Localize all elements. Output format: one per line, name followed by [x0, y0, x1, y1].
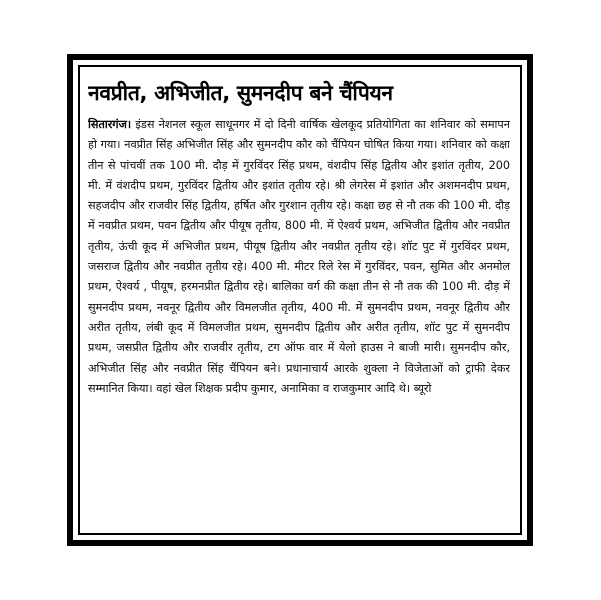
clipping-frame: [67, 54, 533, 546]
clipping-mat: [73, 60, 527, 540]
headline: नवप्रीत, अभिजीत, सुमनदीप बने चैंपियन: [88, 81, 393, 105]
clipping-border: [78, 65, 522, 535]
article-body: [88, 115, 510, 399]
dateline: सितारगंज।: [88, 118, 132, 131]
article-text: इंडस नेशनल स्कूल साधूनगर में दो दिनी वार्षिक खेलकूद प्रतियोगिता का शनिवार को समापन हो गया। नवप्रीत सिंह अभिजीत सिंह और सुमनदीप कौर को चैंपियन घोषित किया गया। शनिवार को कक्षा तीन से पांचवीं तक 100 मी. दौड़ में गुरविंदर सिंह प्रथम, वंशदीप सिंह द्वितीय और इशांत तृतीय, 200 मी. में वंशदीप प्रथम, गुरविंदर द्वितीय और इशांत तृतीय रहे। श्री लेगरेस में इशांत और अशमनदीप प्रथम, सहजदीप और राजवीर सिंह द्वितीय, हर्षित और गुरशान तृतीय रहे। कक्षा छह से नौ तक की 100 मी. दौड़ में नवप्रीत प्रथम, पवन द्वितीय और पीयूष तृतीय, 800 मी. में ऐश्वर्य प्रथम, अभिजीत द्वितीय और नवप्रीत तृतीय, ऊंची कूद में अभिजीत प्रथम, पीयूष द्वितीय और नवप्रीत तृतीय रहे। शॉट पुट में गुरविंदर प्रथम, जसराज द्वितीय और नवप्रीत तृतीय रहे। 400 मी. मीटर रिले रेस में गुरविंदर, पवन, सुमित और अनमोल प्रथम, ऐश्वर्य , पीयूष, हरमनप्रीत द्वितीय रहे। बालिका वर्ग की कक्षा तीन से नौ तक की 100 मी. दौड़ में सुमनदीप प्रथम, नवनूर द्वितीय और विमलजीत तृतीय, 400 मी. में सुमनदीप प्रथम, नवनूर द्वितीय और अरीत तृतीय, लंबी कूद में विमलजीत प्रथम, सुमनदीप द्वितीय और अरीत तृतीय, शॉट पुट में सुमनदीप प्रथम, जसप्रीत द्वितीय और राजवीर तृतीय, टग ऑफ वार में येलो हाउस ने बाजी मारी। सुमनदीप कौर, अभिजीत सिंह और नवप्रीत सिंह चैंपियन बने। प्रधानाचार्य आरके शुक्ला ने विजेताओं को ट्राफी देकर सम्मानित किया। वहां खेल शिक्षक प्रदीप कुमार, अनामिका व राजकुमार आदि थे। ब्यूरो: [88, 118, 510, 395]
news-clipping: [88, 79, 510, 525]
